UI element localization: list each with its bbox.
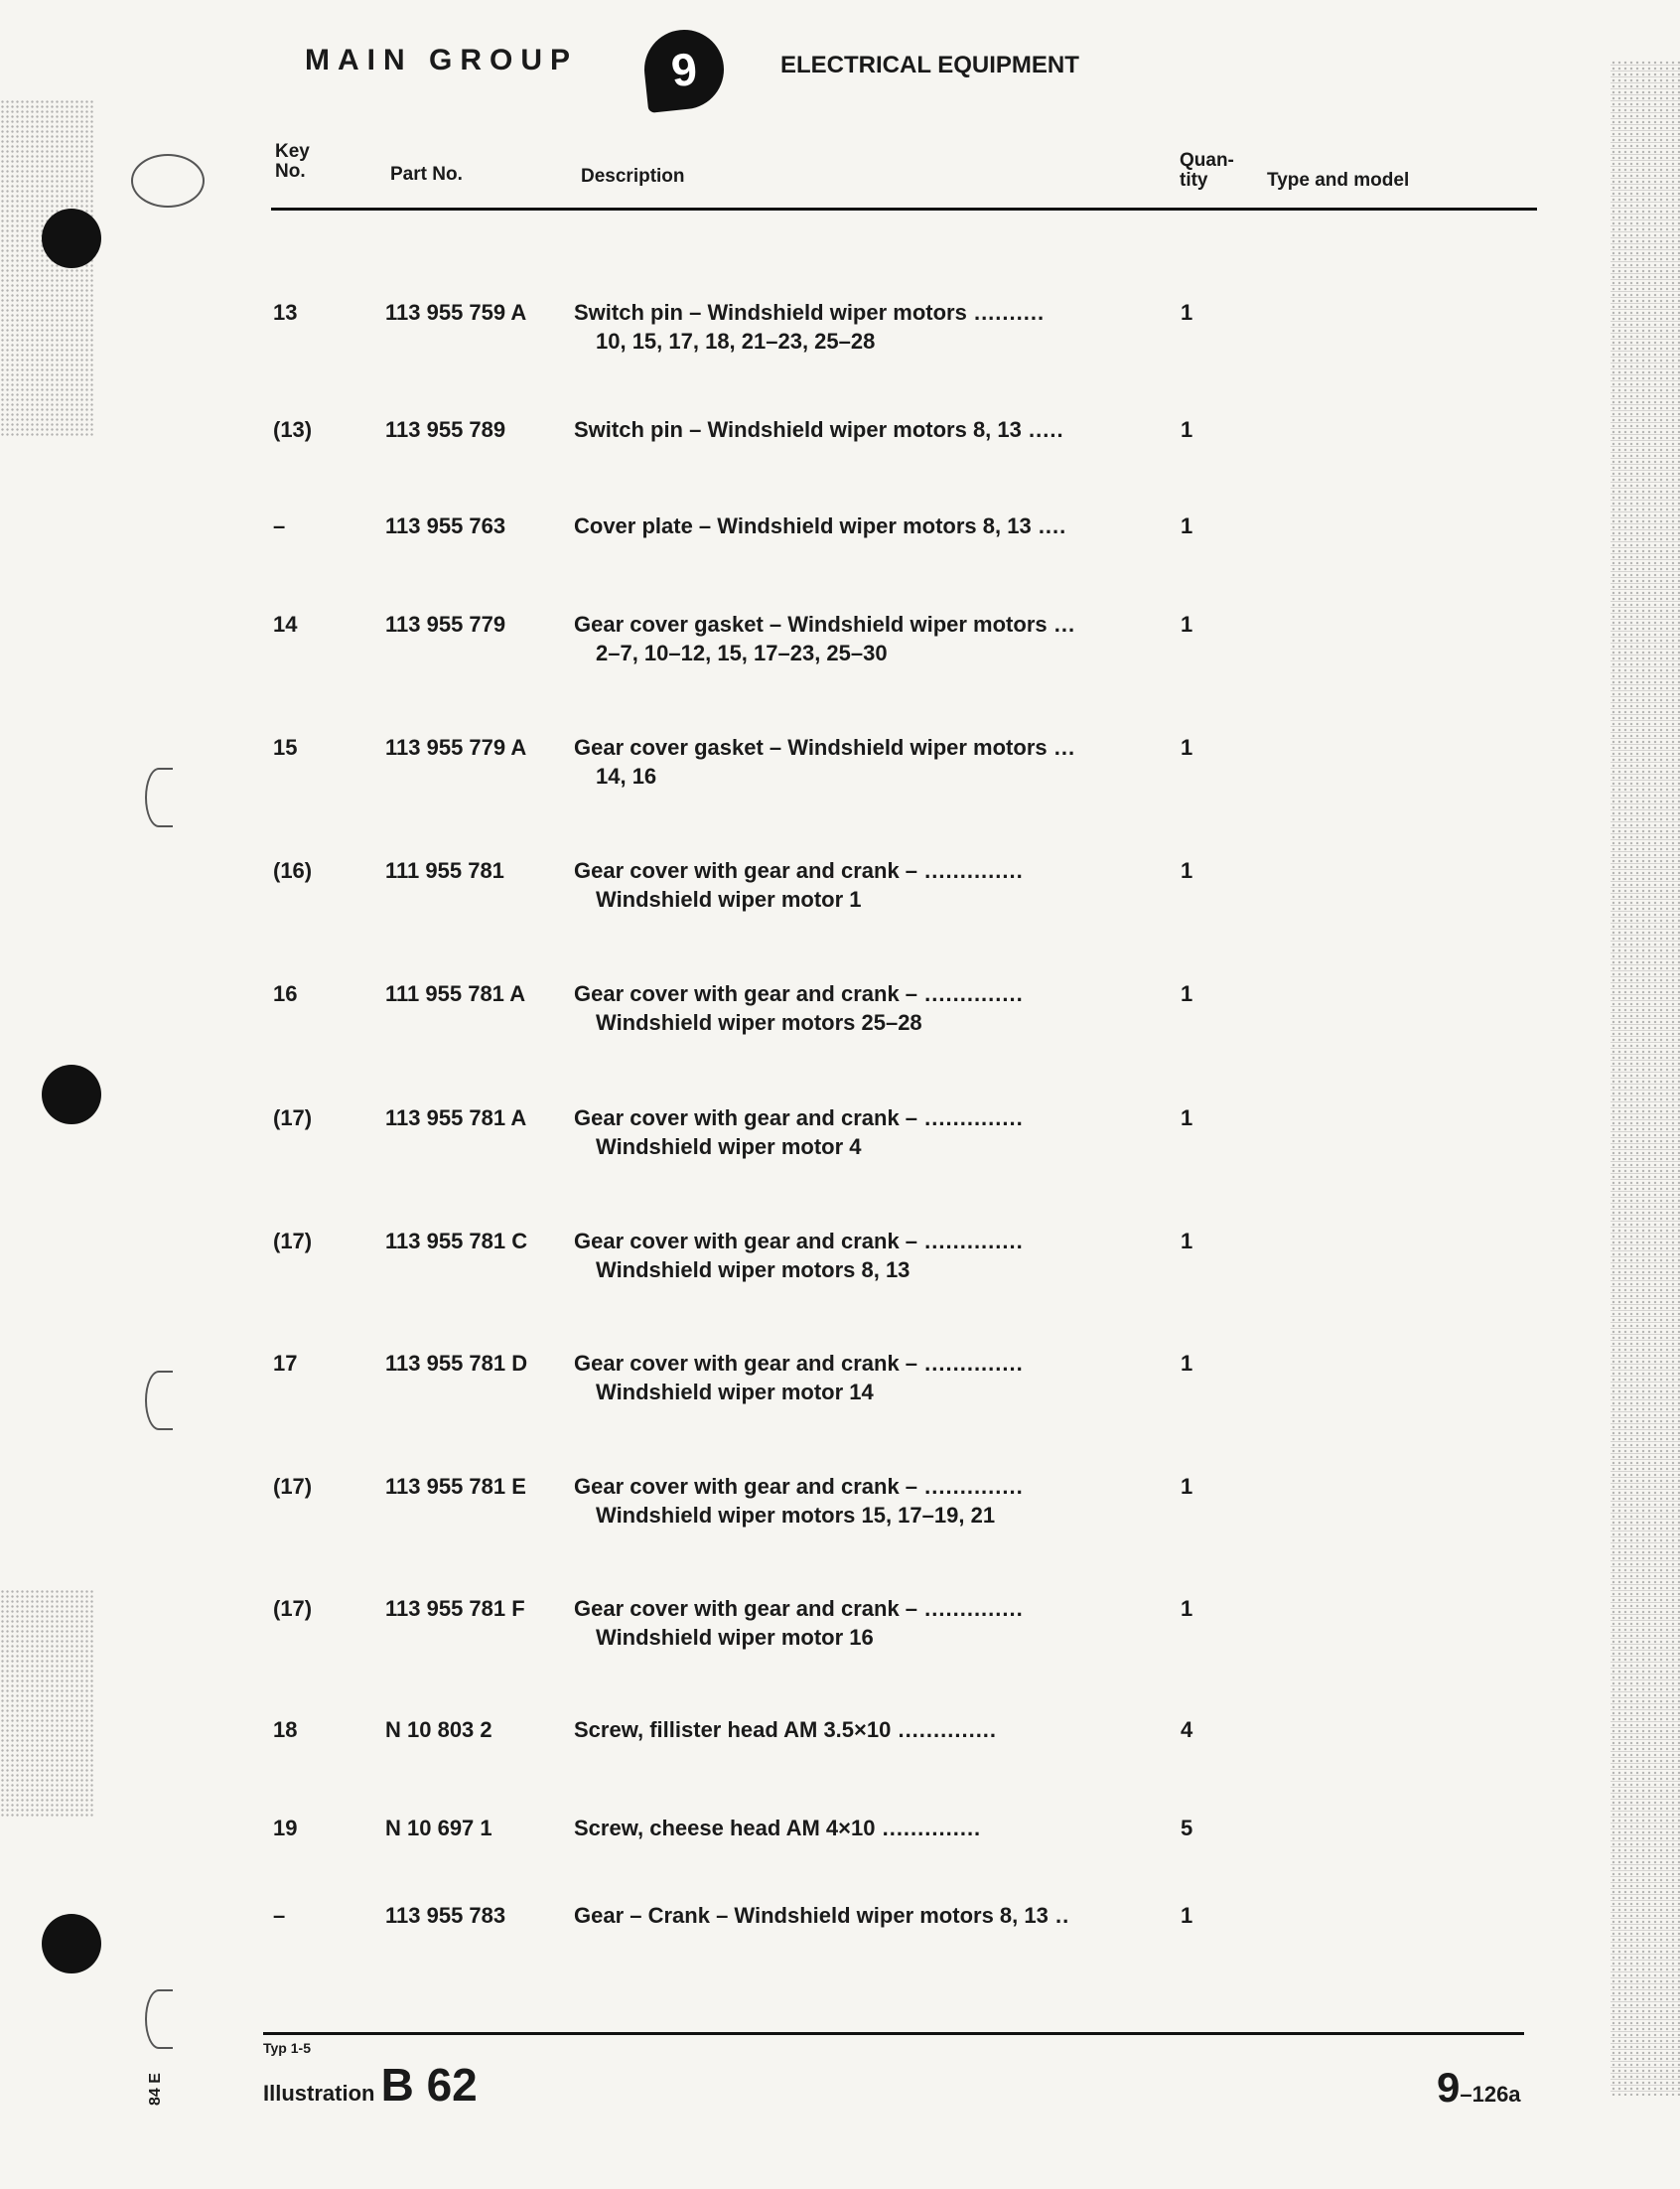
description-continuation: Windshield wiper motor 16 (596, 1625, 874, 1650)
key-no: 16 (273, 981, 298, 1006)
description-text: Gear cover with gear and crank – (574, 1351, 918, 1376)
key-no: (17) (273, 1474, 313, 1499)
description-text: Switch pin – Windshield wiper motors (574, 300, 967, 325)
leader-dots: .............. (891, 1717, 998, 1742)
description-text: Gear cover with gear and crank – (574, 1105, 918, 1130)
part-no: 113 955 789 (385, 417, 506, 442)
description-continuation: 10, 15, 17, 18, 21–23, 25–28 (596, 329, 876, 354)
quantity: 1 (1181, 1105, 1193, 1130)
key-no: – (273, 1903, 286, 1928)
description (574, 1814, 981, 1842)
quantity: 1 (1181, 1474, 1193, 1499)
header-rule (271, 208, 1537, 211)
side-code: 84 E (147, 2073, 164, 2106)
binder-hole-outline (145, 768, 173, 827)
quantity: 1 (1181, 513, 1193, 538)
quantity: 4 (1181, 1717, 1193, 1742)
part-no: N 10 697 1 (385, 1816, 492, 1840)
quantity: 1 (1181, 1351, 1193, 1376)
illustration-reference: Illustration B 62 (263, 2059, 478, 2111)
key-no: (17) (273, 1105, 313, 1130)
description-text: Gear cover gasket – Windshield wiper motors (574, 735, 1048, 760)
quantity: 1 (1181, 300, 1193, 325)
col-key-no: Key No. (275, 141, 310, 182)
quantity: 1 (1181, 1903, 1193, 1928)
description (574, 979, 1024, 1037)
description-continuation: 14, 16 (596, 764, 657, 789)
col-quantity: Quan- tity (1180, 150, 1234, 191)
description-text: Gear cover with gear and crank – (574, 981, 918, 1006)
key-no: 18 (273, 1717, 298, 1742)
part-no: 113 955 781 D (385, 1351, 528, 1376)
part-no: 111 955 781 (385, 858, 504, 883)
description (574, 1901, 1069, 1930)
quantity: 1 (1181, 417, 1193, 442)
description (574, 415, 1064, 444)
part-no: 113 955 781 F (385, 1596, 525, 1621)
description (574, 856, 1024, 914)
section-title: ELECTRICAL EQUIPMENT (780, 52, 1079, 78)
quantity: 1 (1181, 1596, 1193, 1621)
binder-hole-bottom (42, 1914, 101, 1973)
description-continuation: Windshield wiper motor 1 (596, 887, 862, 912)
part-no: N 10 803 2 (385, 1717, 492, 1742)
right-margin-speckle (1610, 60, 1680, 2096)
leader-dots: .............. (875, 1816, 982, 1840)
description-continuation: Windshield wiper motors 8, 13 (596, 1257, 910, 1282)
part-no: 113 955 763 (385, 513, 506, 538)
description-text: Gear cover with gear and crank – (574, 1229, 918, 1253)
description (574, 511, 1066, 540)
type-label: Typ 1-5 (263, 2040, 311, 2056)
part-no: 113 955 781 A (385, 1105, 527, 1130)
binder-hole-top (42, 209, 101, 268)
key-no: 14 (273, 612, 298, 637)
leader-dots: .............. (917, 1596, 1024, 1621)
description-text: Switch pin – Windshield wiper motors 8, 13 (574, 417, 1022, 442)
quantity: 1 (1181, 612, 1193, 637)
part-no: 113 955 759 A (385, 300, 527, 325)
key-no: (17) (273, 1229, 313, 1253)
col-part-no: Part No. (390, 164, 463, 185)
main-group-label: MAIN GROUP (305, 44, 578, 76)
footer-rule (263, 2032, 1524, 2035)
key-no: 15 (273, 735, 298, 760)
quantity: 1 (1181, 735, 1193, 760)
key-no: 13 (273, 300, 298, 325)
page-number: 9–126a (1437, 2064, 1521, 2111)
leader-dots: .......... (966, 300, 1046, 325)
description-text: Screw, fillister head AM 3.5×10 (574, 1717, 892, 1742)
key-no: (17) (273, 1596, 313, 1621)
description-text: Gear cover with gear and crank – (574, 858, 918, 883)
illustration-code: B 62 (380, 2059, 478, 2111)
quantity: 5 (1181, 1816, 1193, 1840)
description-text: Gear cover with gear and crank – (574, 1596, 918, 1621)
description-continuation: 2–7, 10–12, 15, 17–23, 25–30 (596, 641, 888, 665)
description-continuation: Windshield wiper motor 14 (596, 1380, 874, 1404)
description (574, 298, 1045, 356)
description (574, 1227, 1024, 1284)
quantity: 1 (1181, 1229, 1193, 1253)
part-no: 113 955 781 E (385, 1474, 526, 1499)
leader-dots: .............. (917, 1474, 1024, 1499)
key-no: (13) (273, 417, 313, 442)
quantity: 1 (1181, 858, 1193, 883)
description-continuation: Windshield wiper motors 15, 17–19, 21 (596, 1503, 996, 1528)
col-description: Description (581, 166, 685, 187)
description (574, 1349, 1024, 1406)
leader-dots: .... (1031, 513, 1067, 538)
key-no: (16) (273, 858, 313, 883)
description-text: Cover plate – Windshield wiper motors 8, 13 (574, 513, 1032, 538)
description-continuation: Windshield wiper motors 25–28 (596, 1010, 922, 1035)
col-type-model: Type and model (1267, 170, 1410, 191)
description-text: Gear – Crank – Windshield wiper motors 8, 13 (574, 1903, 1049, 1928)
key-no: – (273, 513, 286, 538)
binder-hole-outline (145, 1371, 173, 1430)
description (574, 1472, 1024, 1530)
part-no: 113 955 779 (385, 612, 506, 637)
leader-dots: .............. (917, 1229, 1024, 1253)
group-number-badge: 9 (640, 26, 728, 113)
leader-dots: .. (1048, 1903, 1070, 1928)
part-no: 113 955 781 C (385, 1229, 528, 1253)
quantity: 1 (1181, 981, 1193, 1006)
part-no: 113 955 783 (385, 1903, 506, 1928)
binder-hole-outline (145, 1989, 173, 2049)
description-continuation: Windshield wiper motor 4 (596, 1134, 862, 1159)
description (574, 733, 1075, 791)
key-no: 17 (273, 1351, 298, 1376)
margin-stamp (131, 154, 205, 208)
description-text: Gear cover with gear and crank – (574, 1474, 918, 1499)
leader-dots: ..... (1021, 417, 1064, 442)
leader-dots: .............. (917, 858, 1024, 883)
binder-hole-middle (42, 1065, 101, 1124)
leader-dots: .............. (917, 981, 1024, 1006)
leader-dots: .............. (917, 1351, 1024, 1376)
part-no: 111 955 781 A (385, 981, 526, 1006)
part-no: 113 955 779 A (385, 735, 527, 760)
description (574, 610, 1075, 667)
leader-dots: .............. (917, 1105, 1024, 1130)
left-margin-speckle (0, 1589, 94, 1818)
description (574, 1715, 997, 1744)
description (574, 1594, 1024, 1652)
description-text: Screw, cheese head AM 4×10 (574, 1816, 876, 1840)
leader-dots: ... (1047, 612, 1076, 637)
left-margin-speckle (0, 99, 94, 437)
description (574, 1103, 1024, 1161)
key-no: 19 (273, 1816, 298, 1840)
description-text: Gear cover gasket – Windshield wiper motors (574, 612, 1048, 637)
leader-dots: ... (1047, 735, 1076, 760)
